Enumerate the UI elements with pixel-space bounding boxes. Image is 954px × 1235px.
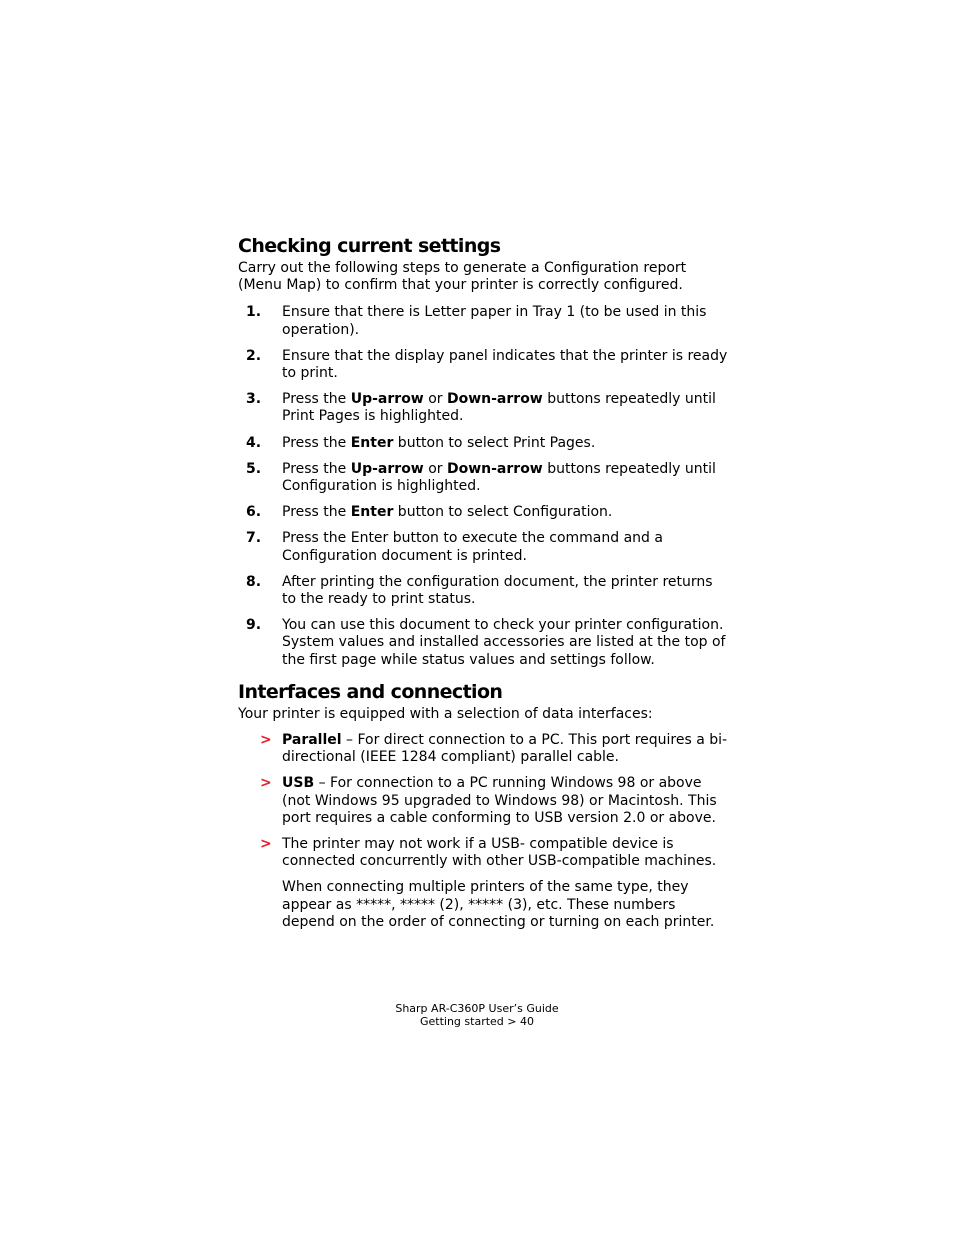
step-text: [282, 574, 728, 608]
text-run: buttons repeatedly until Print Pages is highlighted.: [282, 391, 716, 425]
step-item: [238, 304, 728, 338]
step-text: [282, 348, 728, 382]
interface-item: [238, 732, 728, 766]
emphasis-text: Up-arrow: [350, 391, 424, 408]
text-run: Press the: [282, 460, 351, 477]
step-number: 6.: [246, 504, 262, 521]
step-text: [282, 435, 728, 452]
interface-text: [282, 775, 728, 827]
emphasis-text: Up-arrow: [350, 460, 424, 477]
text-run: Press the: [282, 504, 351, 521]
interface-text: [282, 732, 728, 766]
emphasis-text: USB: [282, 775, 315, 792]
step-number: 3.: [246, 391, 262, 408]
bullet-arrow-icon: >: [260, 732, 272, 749]
text-run: Ensure that there is Letter paper in Tray 1 (to be used in this operation).: [282, 304, 707, 338]
emphasis-text: Enter: [350, 434, 394, 451]
text-run: buttons repeatedly until Configuration is highlighted.: [282, 460, 716, 495]
interface-text: [282, 836, 728, 870]
page-content: [238, 232, 728, 945]
text-run: button to select Print Pages.: [393, 434, 596, 451]
text-run: After printing the configuration document, the printer returns to the ready to print status.: [282, 573, 713, 608]
step-number: 7.: [246, 530, 262, 547]
step-item: [238, 617, 728, 669]
step-item: [238, 504, 728, 521]
note-paragraph: When connecting multiple printers of the same type, they appear as *****, ***** (2), ***** (3), etc. These numbers depend on the order of connecting or turning on each printer.: [282, 879, 715, 930]
step-item: [238, 435, 728, 452]
step-item: [238, 574, 728, 608]
section-heading-checking-settings: Checking current settings: [238, 235, 501, 257]
text-run: button to select Configuration.: [393, 504, 613, 521]
footer-guide-title: Sharp AR-C360P User’s Guide: [395, 1002, 559, 1015]
footer-page-number: Getting started > 40: [419, 1015, 534, 1028]
step-item: [238, 348, 728, 382]
step-item: [238, 391, 728, 425]
step-number: 4.: [246, 434, 262, 451]
steps-list: [238, 304, 728, 668]
step-number: 2.: [246, 347, 262, 364]
interfaces-list: [238, 732, 728, 870]
step-item: [238, 530, 728, 564]
page-footer: [0, 1002, 954, 1028]
bullet-arrow-icon: >: [260, 836, 272, 853]
step-text: [282, 530, 728, 564]
bullet-arrow-icon: >: [260, 775, 272, 792]
step-item: [238, 461, 728, 495]
interface-item: [238, 775, 728, 827]
step-text: [282, 504, 728, 521]
emphasis-text: Parallel: [282, 732, 342, 749]
step-text: [282, 391, 728, 425]
text-run: or: [423, 391, 447, 408]
section-heading-interfaces: Interfaces and connection: [238, 680, 503, 703]
step-number: 1.: [246, 304, 262, 321]
text-run: Press the Enter button to execute the command and a Configuration document is printed.: [282, 530, 663, 564]
text-run: The printer may not work if a USB- compatible device is connected concurrently with other USB-compatible machines.: [282, 836, 717, 870]
text-run: You can use this document to check your printer configuration. System values and installed accessories are listed at the top of the first page while status values and settings follow.: [282, 617, 726, 668]
emphasis-text: Down-arrow: [446, 460, 543, 477]
step-text: [282, 304, 728, 338]
interface-item: [238, 836, 728, 870]
emphasis-text: Enter: [350, 504, 394, 521]
step-number: 8.: [246, 573, 262, 590]
text-run: Ensure that the display panel indicates that the printer is ready to print.: [282, 347, 728, 382]
text-run: or: [423, 460, 447, 477]
step-text: [282, 461, 728, 495]
text-run: – For direct connection to a PC. This port requires a bi-directional (IEEE 1284 compliant) parallel cable.: [282, 732, 728, 766]
step-number: 9.: [246, 617, 262, 634]
emphasis-text: Down-arrow: [446, 391, 543, 408]
text-run: Press the: [282, 391, 351, 408]
section-intro: Carry out the following steps to generate a Configuration report (Menu Map) to confirm that your printer is correctly configured.: [238, 260, 687, 294]
step-text: [282, 617, 728, 669]
text-run: – For connection to a PC running Windows 98 or above (not Windows 95 upgraded to Windows 98) or Macintosh. This port requires a cable conforming to USB version 2.0 or above.: [282, 775, 717, 826]
text-run: Press the: [282, 434, 351, 451]
step-number: 5.: [246, 460, 262, 477]
section-intro-interfaces: Your printer is equipped with a selection of data interfaces:: [238, 705, 653, 722]
